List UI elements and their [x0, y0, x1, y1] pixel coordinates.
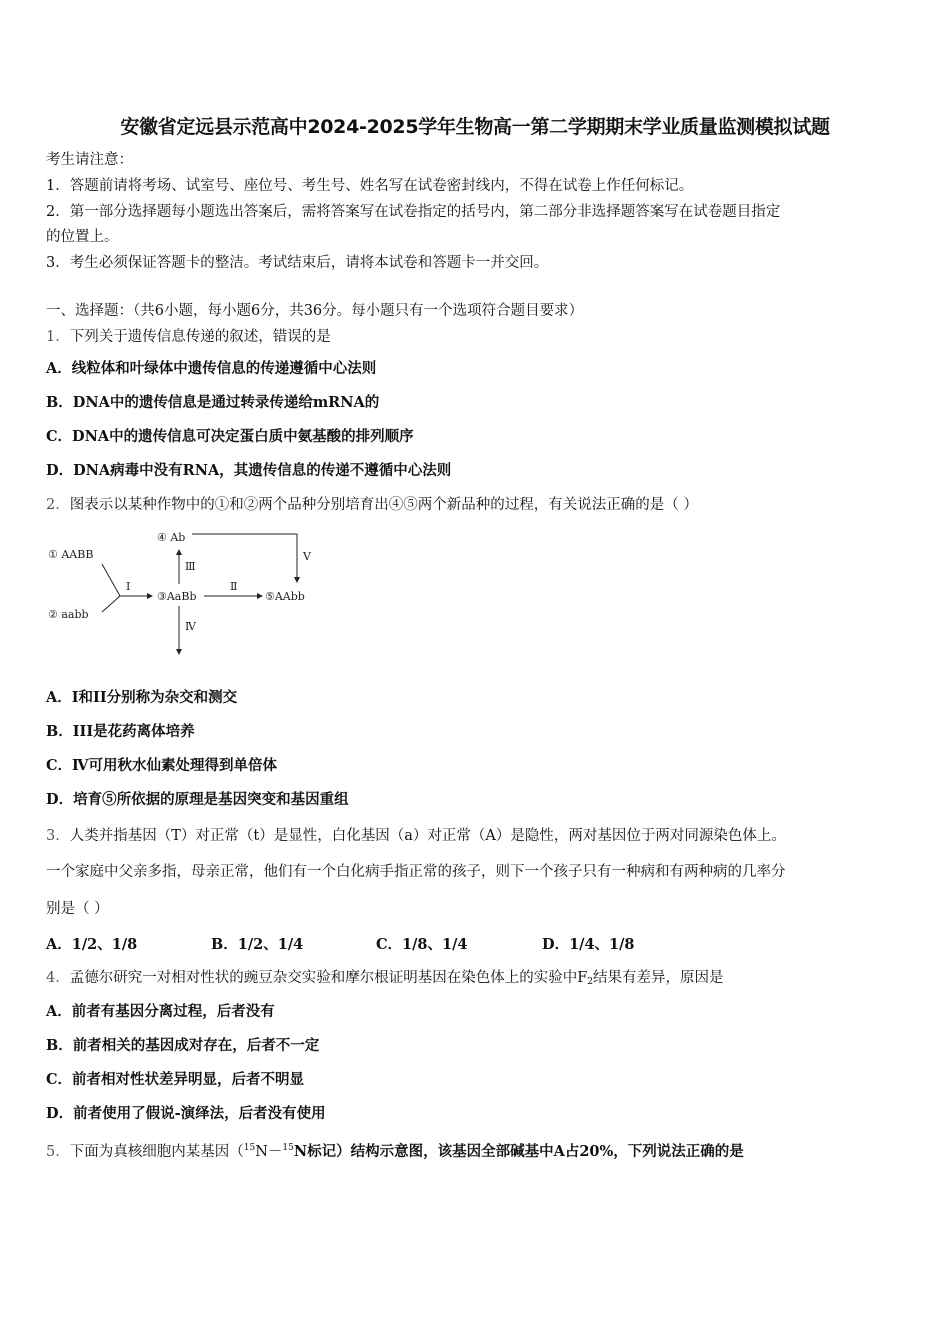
question-number: 4． [46, 970, 70, 986]
breeding-diagram [44, 522, 334, 662]
notice-item: 3．考生必须保证答题卡的整洁。考试结束后，请将本试卷和答题卡一并交回。 [46, 255, 549, 271]
option-c: C．DNA中的遗传信息可决定蛋白质中氨基酸的排列顺序 [46, 428, 414, 445]
notice-item: 的位置上。 [46, 229, 119, 245]
question-number: 5． [46, 1144, 70, 1160]
notice-heading: 考生请注意： [46, 152, 133, 168]
question-number: 3． [46, 828, 70, 844]
question-4-stem: 4．孟德尔研究一对相对性状的豌豆杂交实验和摩尔根证明基因在染色体上的实验中$F_2$结果有差异，原因是 [46, 970, 724, 987]
question-3-stem: 3．人类并指基因（T）对正常（t）是显性，白化基因（a）对正常（A）是隐性，两对基因位于两对同源染色体上。 [46, 828, 786, 844]
step-i-label: I [126, 580, 131, 593]
option-c: C．1/8、1/4 [376, 936, 468, 953]
step-ii-label: Ⅱ [230, 580, 238, 593]
question-3-stem-cont: 别是（ ） [46, 901, 109, 917]
merge-line [102, 596, 120, 612]
option-b: B．1/2、1/4 [211, 936, 304, 953]
option-d: D．培育⑤所依据的原理是基因突变和基因重组 [46, 791, 349, 808]
option-d: D．1/4、1/8 [542, 936, 635, 953]
notice-item: 2．第一部分选择题每小题选出答案后，需将答案写在试卷指定的括号内，第二部分非选择题答案写在试卷题目指定 [46, 204, 781, 220]
option-b: B．III是花药离体培养 [46, 723, 195, 740]
option-a: A．I和II分别称为杂交和测交 [46, 689, 238, 706]
merge-line [102, 564, 120, 596]
option-c: C．Ⅳ可用秋水仙素处理得到单倍体 [46, 757, 277, 774]
product-4-label: ④ Ab [157, 531, 186, 544]
option-d: D．DNA病毒中没有RNA，其遗传信息的传递不遵循中心法则 [46, 462, 452, 479]
parent-1-label: ① AABB [48, 548, 94, 561]
question-1-stem: 1．下列关于遗传信息传递的叙述，错误的是 [46, 329, 331, 345]
arrow-step-v [192, 534, 297, 582]
step-v-label: V [303, 550, 311, 563]
question-3-stem-cont: 一个家庭中父亲多指，母亲正常，他们有一个白化病手指正常的孩子，则下一个孩子只有一种病和有两种病的几率分 [46, 864, 786, 880]
product-5-label: ⑤AAbb [265, 590, 305, 603]
option-a: A．1/2、1/8 [46, 936, 138, 953]
option-a: A．线粒体和叶绿体中遗传信息的传递遵循中心法则 [46, 360, 377, 377]
question-number: 1． [46, 329, 70, 345]
option-b: B．前者相关的基因成对存在，后者不一定 [46, 1037, 320, 1054]
question-number: 2． [46, 497, 70, 513]
page-title: 安徽省定远县示范高中2024-2025学年生物高一第二学期期末学业质量监测模拟试题 [120, 116, 830, 138]
option-c: C．前者相对性状差异明显，后者不明显 [46, 1071, 305, 1088]
option-d: D．前者使用了假说-演绎法，后者没有使用 [46, 1105, 326, 1122]
option-b: B．DNA中的遗传信息是通过转录传递给mRNA的 [46, 394, 380, 411]
question-2-stem: 2．图表示以某种作物中的①和②两个品种分别培育出④⑤两个新品种的过程，有关说法正确的是（ ） [46, 497, 698, 513]
parent-2-label: ② aabb [48, 608, 89, 621]
option-a: A．前者有基因分离过程，后者没有 [46, 1003, 275, 1020]
step-iv-label: Ⅳ [185, 620, 196, 633]
section-heading: 一、选择题：（共6小题，每小题6分，共36分。每小题只有一个选项符合题目要求） [46, 303, 584, 319]
hybrid-label: ③AaBb [157, 590, 197, 603]
step-iii-label: Ⅲ [185, 560, 196, 573]
notice-item: 1．答题前请将考场、试室号、座位号、考生号、姓名写在试卷密封线内，不得在试卷上作任何标记。 [46, 178, 694, 194]
question-5-stem: 5．下面为真核细胞内某基因（$^{15}$N－$^{15}$N标记）结构示意图，该基因全部碱基中A占20%，下列说法正确的是 [46, 1143, 744, 1160]
